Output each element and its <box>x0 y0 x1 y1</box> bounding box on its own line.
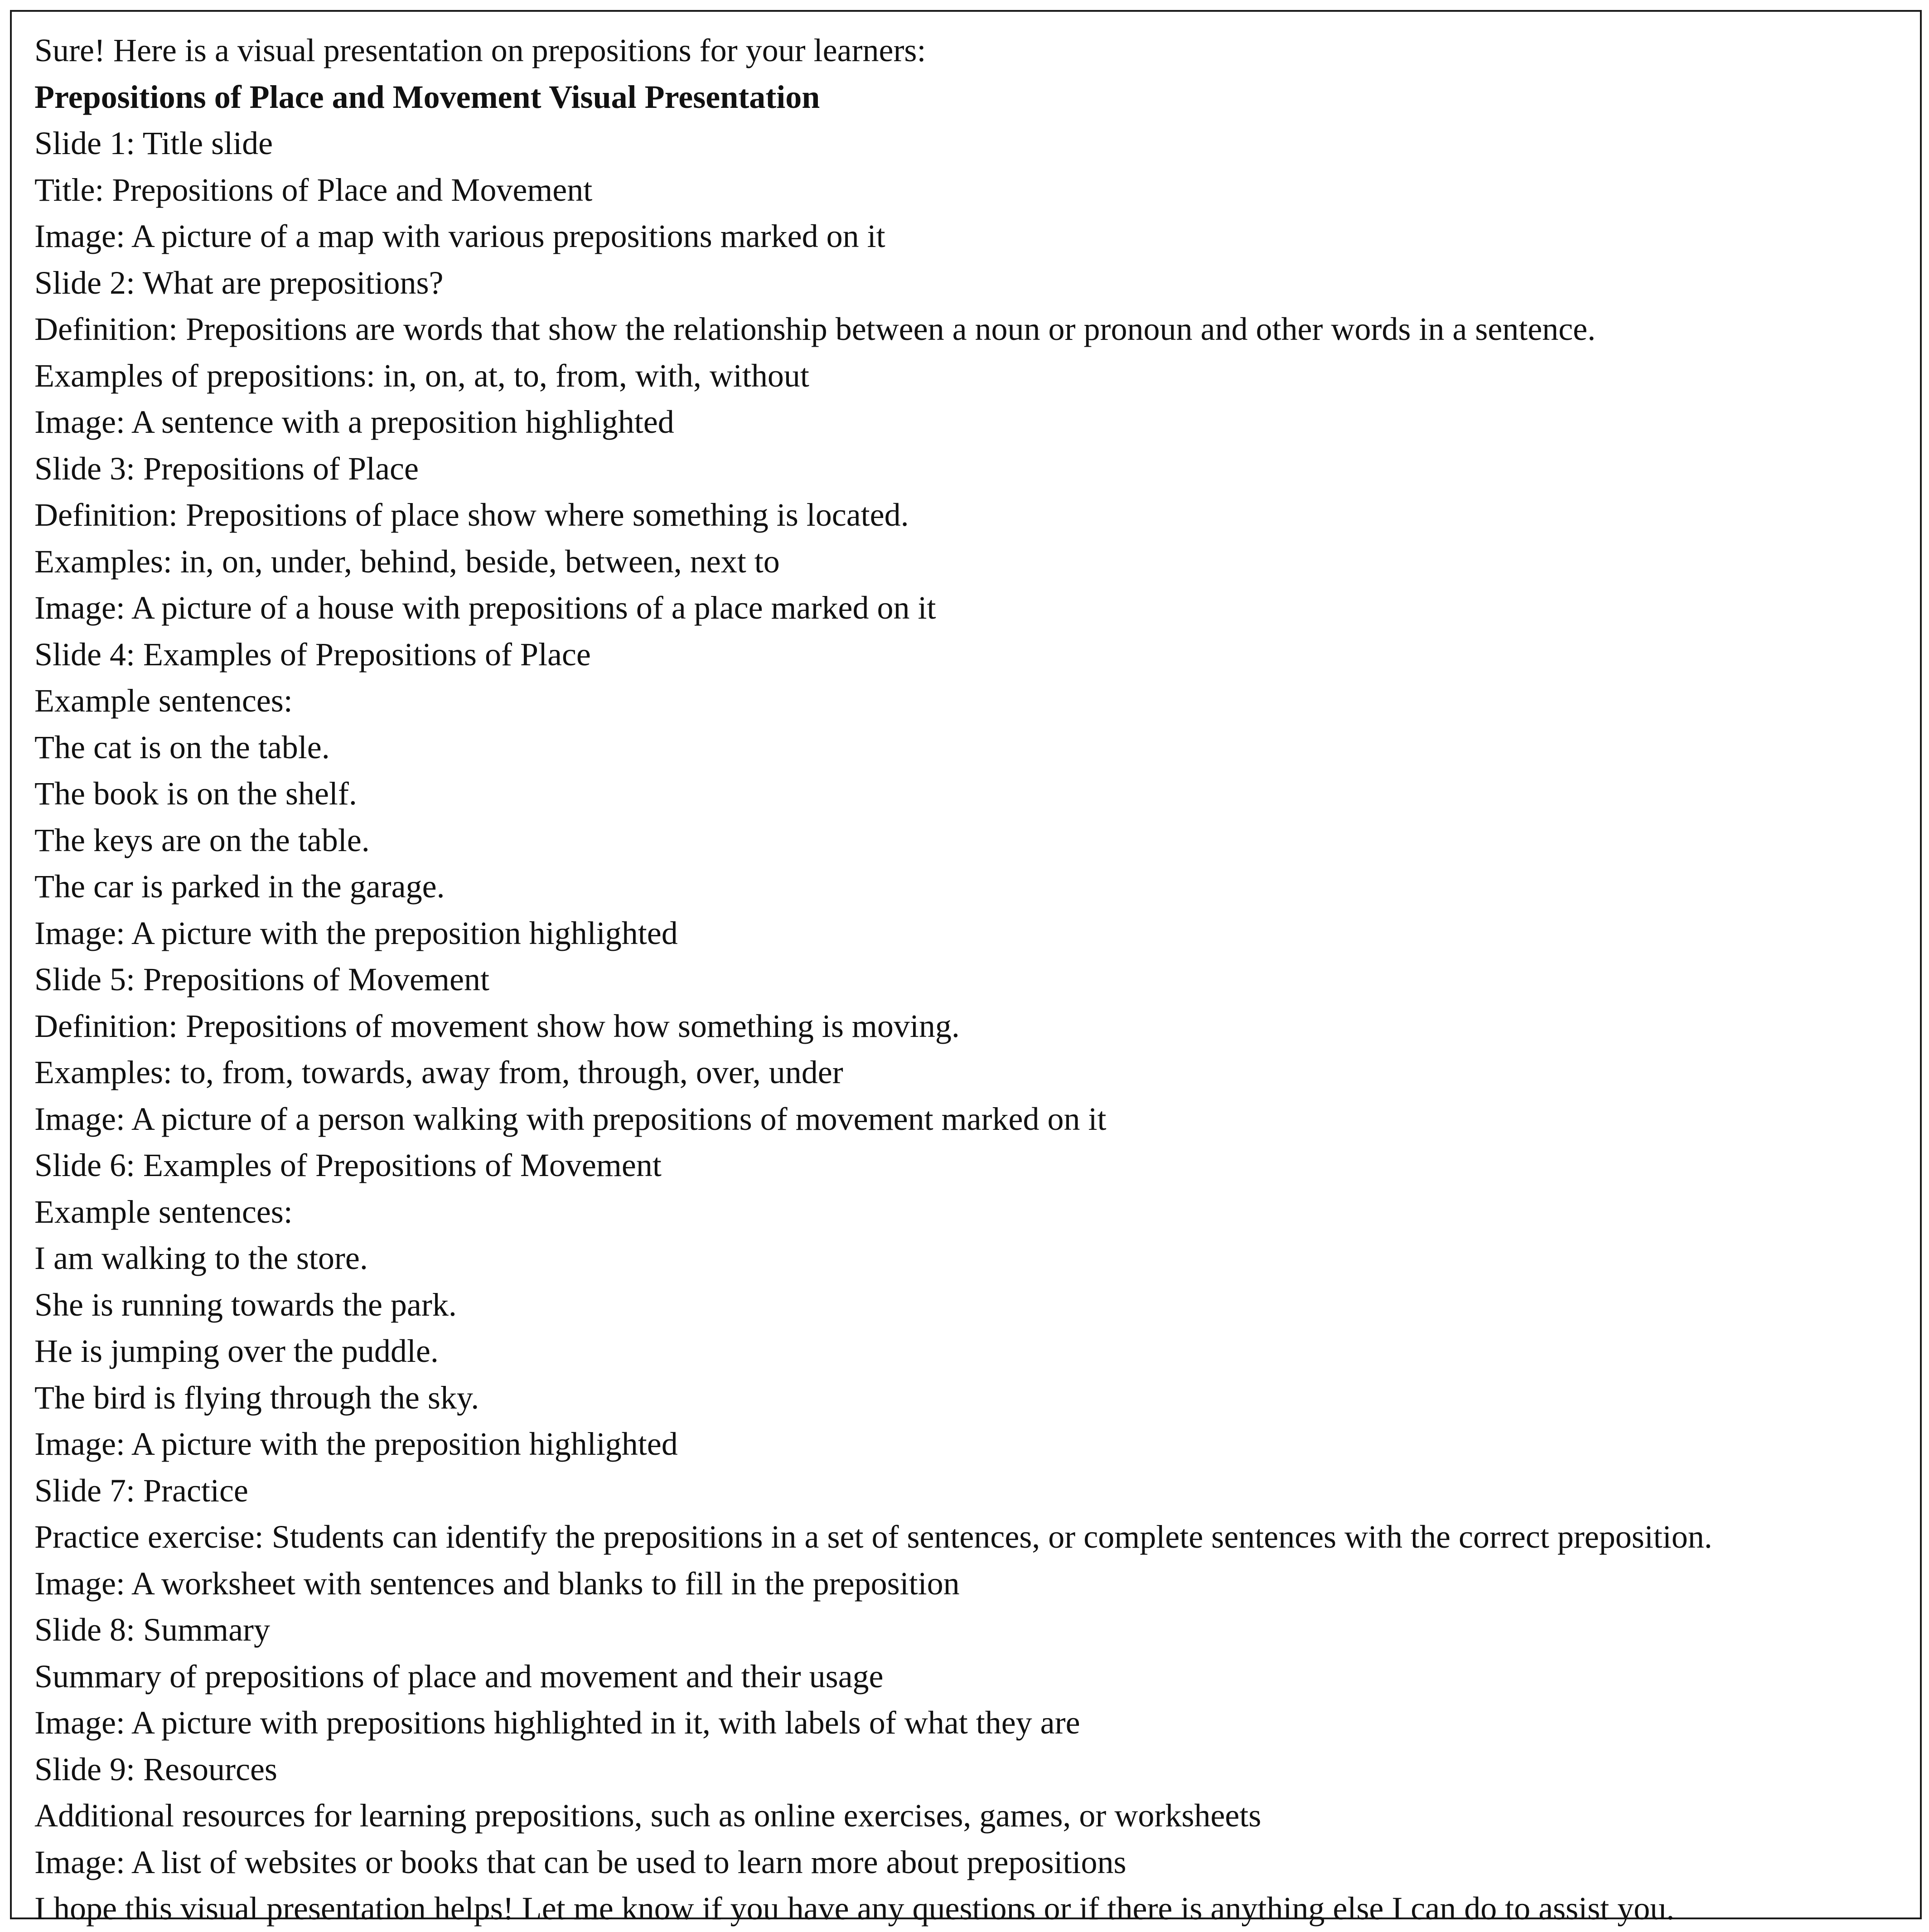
document-line: Title: Prepositions of Place and Movement <box>34 171 593 208</box>
document-line: I hope this visual presentation helps! Let me know if you have any questions or if there is anything else I can do to assist you. <box>34 1890 1675 1927</box>
document-line: The keys are on the table. <box>34 822 370 858</box>
document-lines <box>34 27 1902 1932</box>
document-line: Slide 6: Examples of Prepositions of Movement <box>34 1147 662 1183</box>
document-line: Slide 7: Practice <box>34 1472 248 1509</box>
document-line: Examples: in, on, under, behind, beside, between, next to <box>34 543 780 580</box>
document-line: Slide 2: What are prepositions? <box>34 264 444 301</box>
document-line: The bird is flying through the sky. <box>34 1379 479 1416</box>
document-line: I am walking to the store. <box>34 1240 368 1276</box>
document-line: The book is on the shelf. <box>34 775 357 812</box>
document-line: He is jumping over the puddle. <box>34 1333 439 1369</box>
document-line: Sure! Here is a visual presentation on prepositions for your learners: <box>34 32 926 68</box>
document-line: She is running towards the park. <box>34 1286 457 1323</box>
document-line: Additional resources for learning prepositions, such as online exercises, games, or worksheets <box>34 1797 1262 1834</box>
document-line: Image: A worksheet with sentences and blanks to fill in the preposition <box>34 1565 960 1602</box>
document-line: Image: A sentence with a preposition highlighted <box>34 404 674 440</box>
document-line: Image: A picture with the preposition highlighted <box>34 1426 678 1462</box>
document-frame <box>10 10 1922 1927</box>
document-line: Slide 5: Prepositions of Movement <box>34 961 489 997</box>
document-line: Image: A picture of a person walking with prepositions of movement marked on it <box>34 1100 1107 1137</box>
document-heading: Prepositions of Place and Movement Visual Presentation <box>34 78 820 115</box>
document-line: Examples of prepositions: in, on, at, to, from, with, without <box>34 357 809 394</box>
document-line: The car is parked in the garage. <box>34 868 445 905</box>
document-line: Image: A picture with the preposition highlighted <box>34 915 678 951</box>
document-line: Image: A list of websites or books that can be used to learn more about prepositions <box>34 1844 1126 1880</box>
document-line: Slide 8: Summary <box>34 1612 270 1648</box>
document-line: Summary of prepositions of place and movement and their usage <box>34 1658 884 1695</box>
document-line: Practice exercise: Students can identify the prepositions in a set of sentences, or complete sentences with the correct preposition. <box>34 1519 1712 1555</box>
document-line: Image: A picture of a house with prepositions of a place marked on it <box>34 590 936 626</box>
document-line: Example sentences: <box>34 683 293 719</box>
document-line: Slide 9: Resources <box>34 1751 277 1787</box>
document-line: Example sentences: <box>34 1193 293 1230</box>
document-line: Slide 3: Prepositions of Place <box>34 450 419 487</box>
document-line: Slide 1: Title slide <box>34 125 273 161</box>
document-line: Image: A picture with prepositions highlighted in it, with labels of what they are <box>34 1704 1080 1741</box>
document-line: Examples: to, from, towards, away from, through, over, under <box>34 1054 843 1090</box>
document-line: Definition: Prepositions of place show where something is located. <box>34 497 909 533</box>
document-line: The cat is on the table. <box>34 729 330 765</box>
document-line: Definition: Prepositions of movement show how something is moving. <box>34 1007 960 1044</box>
document-line: Slide 4: Examples of Prepositions of Place <box>34 636 591 673</box>
document-line: Definition: Prepositions are words that show the relationship between a noun or pronoun and other words in a sentence. <box>34 311 1596 347</box>
document-line: Image: A picture of a map with various prepositions marked on it <box>34 218 885 254</box>
